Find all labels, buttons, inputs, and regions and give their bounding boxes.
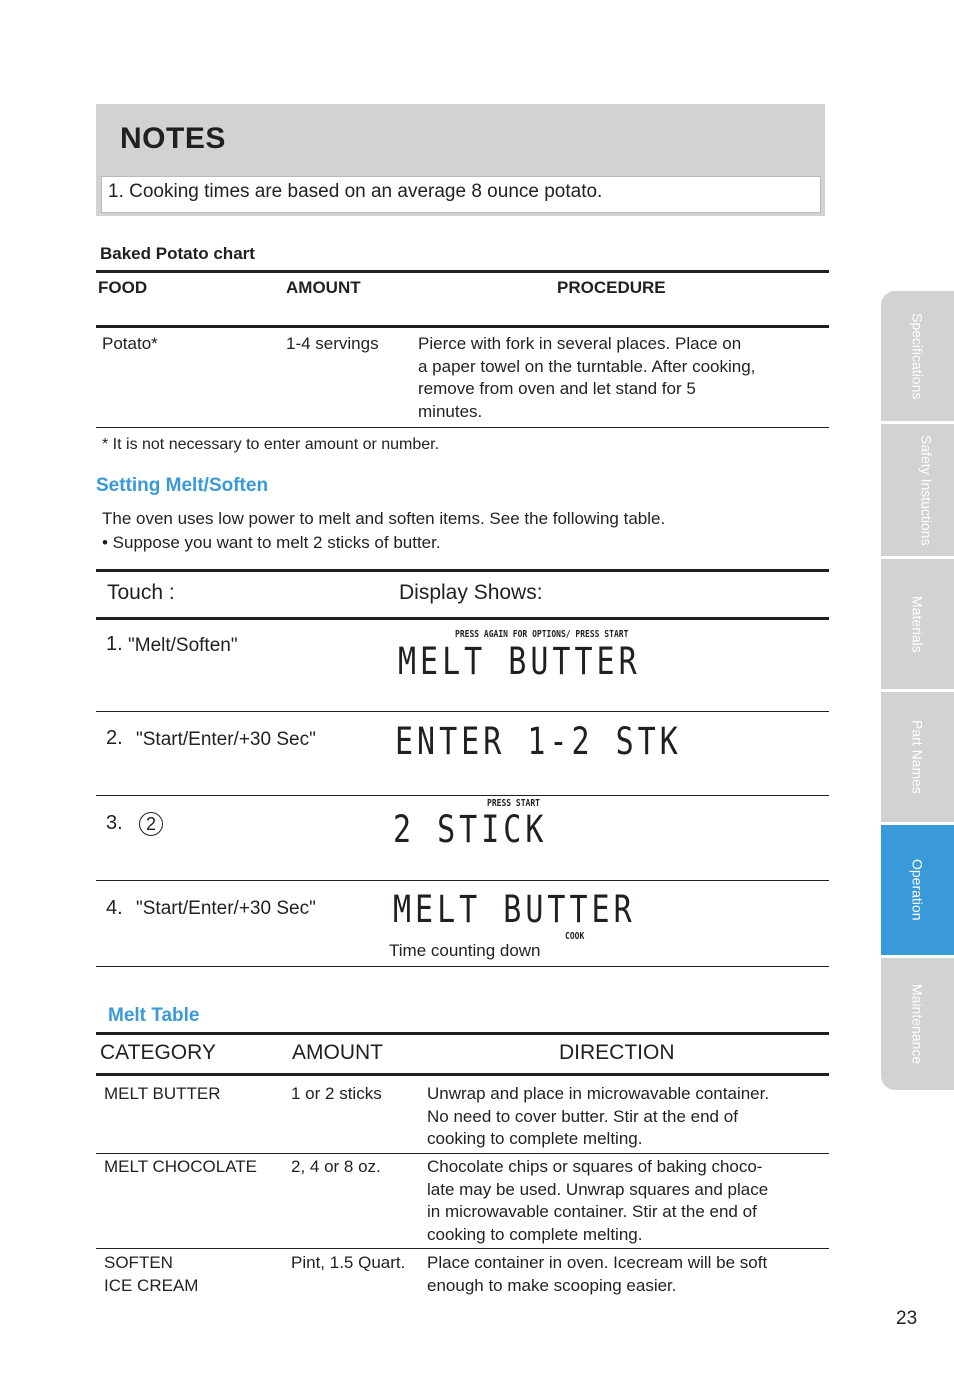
side-tab-label: Specifications <box>909 312 926 400</box>
melt-category <box>104 1252 198 1297</box>
step-touch: "Start/Enter/+30 Sec" <box>136 729 316 750</box>
melt-header-category: CATEGORY <box>100 1041 216 1064</box>
melt-table-top-rule <box>96 1032 829 1035</box>
melt-category: MELT BUTTER <box>104 1084 221 1103</box>
direction-line: in microwavable container. Stir at the end of <box>427 1202 757 1221</box>
direction-line: cooking to complete melting. <box>427 1224 643 1244</box>
lcd-indicator: PRESS AGAIN FOR OPTIONS/ PRESS START <box>455 628 629 640</box>
potato-header-rule <box>96 325 829 328</box>
step-rule <box>96 711 829 712</box>
direction-line: late may be used. Unwrap squares and place <box>427 1179 769 1199</box>
potato-header-food: FOOD <box>98 278 148 297</box>
direction-line: Chocolate chips or squares of baking choco- <box>427 1157 763 1176</box>
direction-line: No need to cover butter. Stir at the end of <box>427 1106 738 1126</box>
side-tab-label: Safety Instuctions <box>918 434 935 546</box>
potato-chart-title: Baked Potato chart <box>100 244 255 263</box>
side-tab-label: Materials <box>909 595 926 653</box>
melt-header-direction: DIRECTION <box>559 1041 675 1064</box>
step-caption: Time counting down <box>389 941 541 960</box>
procedure-line: Pierce with fork in several places. Place on <box>418 334 742 353</box>
lcd-display: MELT BUTTER <box>393 888 636 932</box>
step-number: 4. <box>106 897 123 919</box>
melt-row-rule <box>96 1248 829 1249</box>
potato-procedure <box>418 333 838 423</box>
melt-row-rule <box>96 1153 829 1154</box>
melt-category: MELT CHOCOLATE <box>104 1157 258 1176</box>
side-tab-label: Maintenance <box>909 983 926 1065</box>
melt-intro: The oven uses low power to melt and soften items. See the following table. <box>102 509 666 528</box>
step-rule <box>96 880 829 881</box>
touch-header: Touch : <box>107 581 175 604</box>
melt-section-title: Setting Melt/Soften <box>96 475 269 496</box>
potato-bottom-rule <box>96 427 829 428</box>
direction-line: enough to make scooping easier. <box>427 1275 677 1295</box>
direction-line: cooking to complete melting. <box>427 1129 643 1148</box>
melt-amount: 1 or 2 sticks <box>291 1084 382 1103</box>
direction-line: Unwrap and place in microwavable container. <box>427 1084 770 1103</box>
melt-amount: Pint, 1.5 Quart. <box>291 1253 406 1272</box>
melt-direction <box>427 1156 847 1246</box>
melt-header-rule <box>96 1073 829 1076</box>
side-tab-label: Part Names <box>909 720 926 794</box>
notes-title: NOTES <box>120 122 226 155</box>
potato-footnote: * It is not necessary to enter amount or number. <box>102 436 440 453</box>
melt-bullet: • Suppose you want to melt 2 sticks of butter. <box>102 533 441 552</box>
lcd-display: 2 STICK <box>393 808 548 852</box>
steps-header-rule <box>96 617 829 620</box>
procedure-line: a paper towel on the turntable. After cooking, <box>418 356 756 376</box>
direction-line: Place container in oven. Icecream will be soft <box>427 1253 768 1272</box>
step-number: 3. <box>106 812 123 834</box>
side-tab-materials[interactable] <box>881 559 954 689</box>
melt-header-amount: AMOUNT <box>292 1041 383 1064</box>
side-tab-label: Operation <box>909 859 926 921</box>
side-tab-part-names[interactable] <box>881 692 954 822</box>
melt-table-title: Melt Table <box>108 1005 200 1026</box>
page-number: 23 <box>896 1308 918 1329</box>
potato-header-amount: AMOUNT <box>286 278 361 297</box>
number-key-2: 2 <box>139 812 163 836</box>
potato-top-rule <box>96 270 829 273</box>
melt-direction <box>427 1252 847 1297</box>
lcd-display: MELT BUTTER <box>398 640 641 684</box>
notes-item: 1. Cooking times are based on an average 8 ounce potato. <box>108 181 603 202</box>
side-tab-safety[interactable] <box>881 424 954 556</box>
side-tab-specifications[interactable] <box>881 291 954 421</box>
display-header: Display Shows: <box>399 581 543 604</box>
side-tab-operation[interactable] <box>881 825 954 955</box>
potato-food: Potato* <box>102 334 158 353</box>
category-line: SOFTEN <box>104 1253 173 1272</box>
side-tab-maintenance[interactable] <box>881 958 954 1090</box>
steps-bottom-rule <box>96 966 829 967</box>
lcd-indicator: COOK <box>565 930 585 942</box>
step-number: 1. <box>106 633 123 655</box>
lcd-display: ENTER 1-2 STK <box>395 720 682 764</box>
melt-direction <box>427 1083 847 1151</box>
category-line: ICE CREAM <box>104 1275 199 1295</box>
melt-amount: 2, 4 or 8 oz. <box>291 1157 381 1176</box>
potato-header-procedure: PROCEDURE <box>557 278 666 297</box>
procedure-line: remove from oven and let stand for 5 <box>418 379 696 398</box>
step-touch: "Start/Enter/+30 Sec" <box>136 898 316 919</box>
step-touch: "Melt/Soften" <box>128 635 238 656</box>
lcd-indicator: PRESS START <box>487 797 540 809</box>
steps-top-rule <box>96 569 829 572</box>
procedure-line: minutes. <box>418 401 483 421</box>
potato-amount: 1-4 servings <box>286 334 379 353</box>
step-number: 2. <box>106 727 123 749</box>
step-rule <box>96 795 829 796</box>
